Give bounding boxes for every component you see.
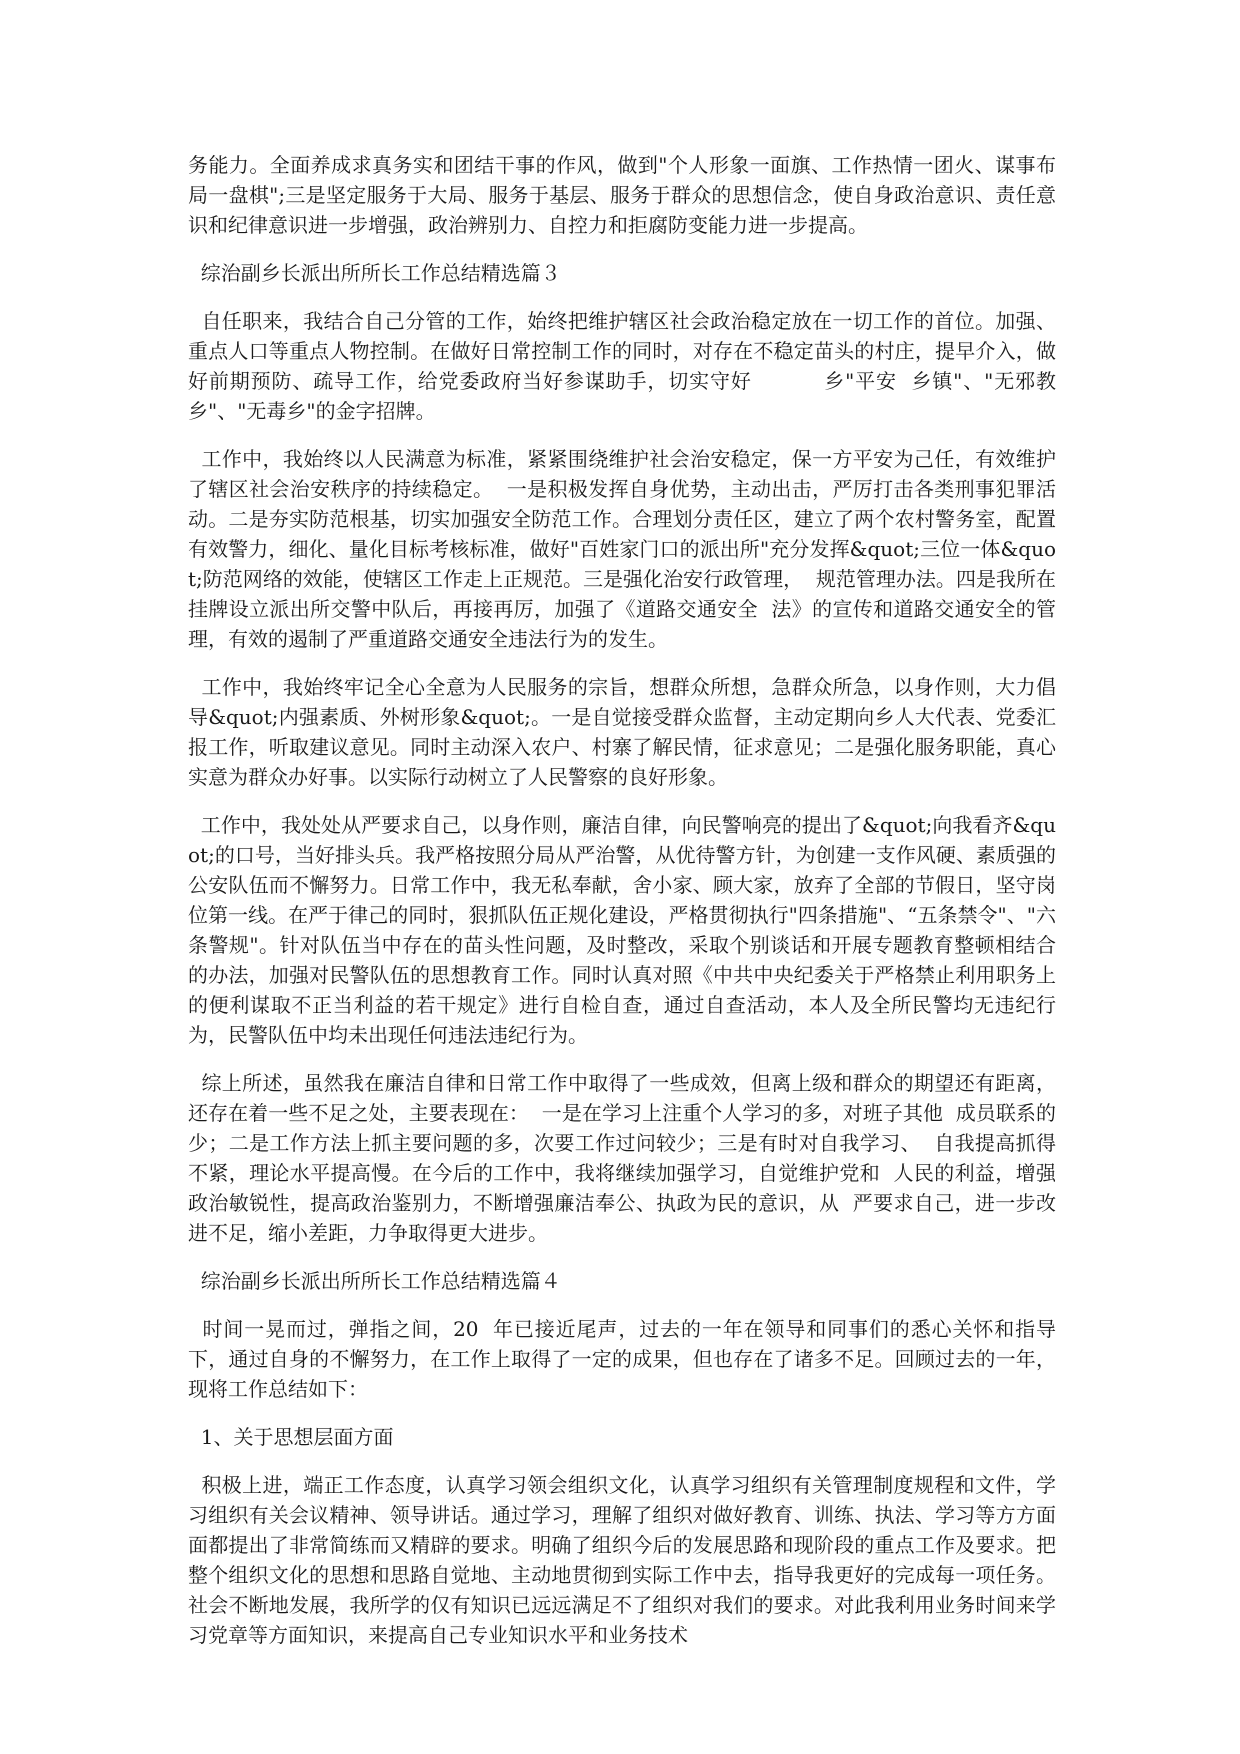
paragraph-4-1: 时间一晃而过，弹指之间，20 年已接近尾声，过去的一年在领导和同事们的悉心关怀和指导下，通过自身的不懈努力，在工作上取得了一定的成果，但也存在了诸多不足。回顾过去的一年，现将工作总结如下： [188, 1317, 1056, 1401]
paragraph-3-1: 自任职来，我结合自己分管的工作，始终把维护辖区社会政治稳定放在一切工作的首位。加强、重点人口等重点人物控制。在做好日常控制工作的同时，对存在不稳定苗头的村庄，提早介入，做好前期预防、疏导工作，给党委政府当好参谋助手，切实守好 乡"平安 乡镇"、"无邪教乡"、"无毒乡"的金字招牌。 [188, 309, 1057, 423]
paragraph-intro: 务能力。全面养成求真务实和团结干事的作风，做到"个人形象一面旗、工作热情一团火、谋事布局一盘棋";三是坚定服务于大局、服务于基层、服务于群众的思想信念，使自身政治意识、责任意识和纪律意识进一步增强，政治辨别力、自控力和拒腐防变能力进一步提高。 [188, 153, 1056, 237]
section-heading-3: 综治副乡长派出所所长工作总结精选篇３ [188, 261, 561, 285]
paragraph-3-2: 工作中，我始终以人民满意为标准，紧紧围绕维护社会治安稳定，保一方平安为己任，有效维护了辖区社会治安秩序的持续稳定。 一是积极发挥自身优势，主动出击，严厉打击各类刑事犯罪活动。二是夯实防范根基，切实加强安全防范工作。合理划分责任区，建立了两个农村警务室，配置有效警力，细化、量化目标考核标准，做好"百姓家门口的派出所"充分发挥&quot;三位一体&quot;防范网络的效能，使辖区工作走上正规范。三是强化治安行政管理， 规范管理办法。四是我所在挂牌设立派出所交警中队后，再接再厉，加强了《道路交通安全 法》的宣传和道路交通安全的管理，有效的遏制了严重道路交通安全违法行为的发生。 [188, 447, 1057, 651]
paragraph-3-5: 综上所述，虽然我在廉洁自律和日常工作中取得了一些成效，但离上级和群众的期望还有距离，还存在着一些不足之处，主要表现在： 一是在学习上注重个人学习的多，对班子其他 成员联系的少；二是工作方法上抓主要问题的多，次要工作过问较少；三是有时对自我学习、 自我提高抓得不紧，理论水平提高慢。在今后的工作中，我将继续加强学习，自觉维护党和 人民的利益，增强政治敏锐性，提高政治鉴别力，不断增强廉洁奉公、执政为民的意识，从 严要求自己，进一步改进不足，缩小差距，力争取得更大进步。 [188, 1071, 1057, 1245]
document-page [188, 150, 1056, 1668]
paragraph-4-2: 积极上进，端正工作态度，认真学习领会组织文化，认真学习组织有关管理制度规程和文件，学习组织有关会议精神、领导讲话。通过学习，理解了组织对做好教育、训练、执法、学习等方方面面都提出了非常简练而又精辟的要求。明确了组织今后的发展思路和现阶段的重点工作及要求。把整个组织文化的思想和思路自觉地、主动地贯彻到实际工作中去，指导我更好的完成每一项任务。社会不断地发展，我所学的仅有知识已远远满足不了组织对我们的要求。对此我利用业务时间来学习党章等方面知识，来提高自己专业知识水平和业务技术 [188, 1473, 1057, 1647]
paragraph-3-4: 工作中，我处处从严要求自己，以身作则，廉洁自律，向民警响亮的提出了&quot;向我看齐&quot;的口号，当好排头兵。我严格按照分局从严治警，从优待警方针，为创建一支作风硬、素质强的公安队伍而不懈努力。日常工作中，我无私奉献，舍小家、顾大家，放弃了全部的节假日，坚守岗位第一线。在严于律己的同时，狠抓队伍正规化建设，严格贯彻执行"四条措施"、“五条禁令"、"六条警规"。针对队伍当中存在的苗头性问题，及时整改，采取个别谈话和开展专题教育整顿相结合的办法，加强对民警队伍的思想教育工作。同时认真对照《中共中央纪委关于严格禁止利用职务上的便利谋取不正当利益的若干规定》进行自检自查，通过自查活动，本人及全所民警均无违纪行为，民警队伍中均未出现任何违法违纪行为。 [188, 813, 1056, 1047]
paragraph-3-3: 工作中，我始终牢记全心全意为人民服务的宗旨，想群众所想，急群众所急，以身作则，大力倡导&quot;内强素质、外树形象&quot;。一是自觉接受群众监督，主动定期向乡人大代表、党委汇报工作，听取建议意见。同时主动深入农户、村寨了解民情，征求意见；二是强化服务职能，真心实意为群众办好事。以实际行动树立了人民警察的良好形象。 [188, 675, 1057, 789]
subsection-heading-1: 1、关于思想层面方面 [188, 1425, 394, 1449]
section-heading-4: 综治副乡长派出所所长工作总结精选篇４ [188, 1269, 561, 1293]
